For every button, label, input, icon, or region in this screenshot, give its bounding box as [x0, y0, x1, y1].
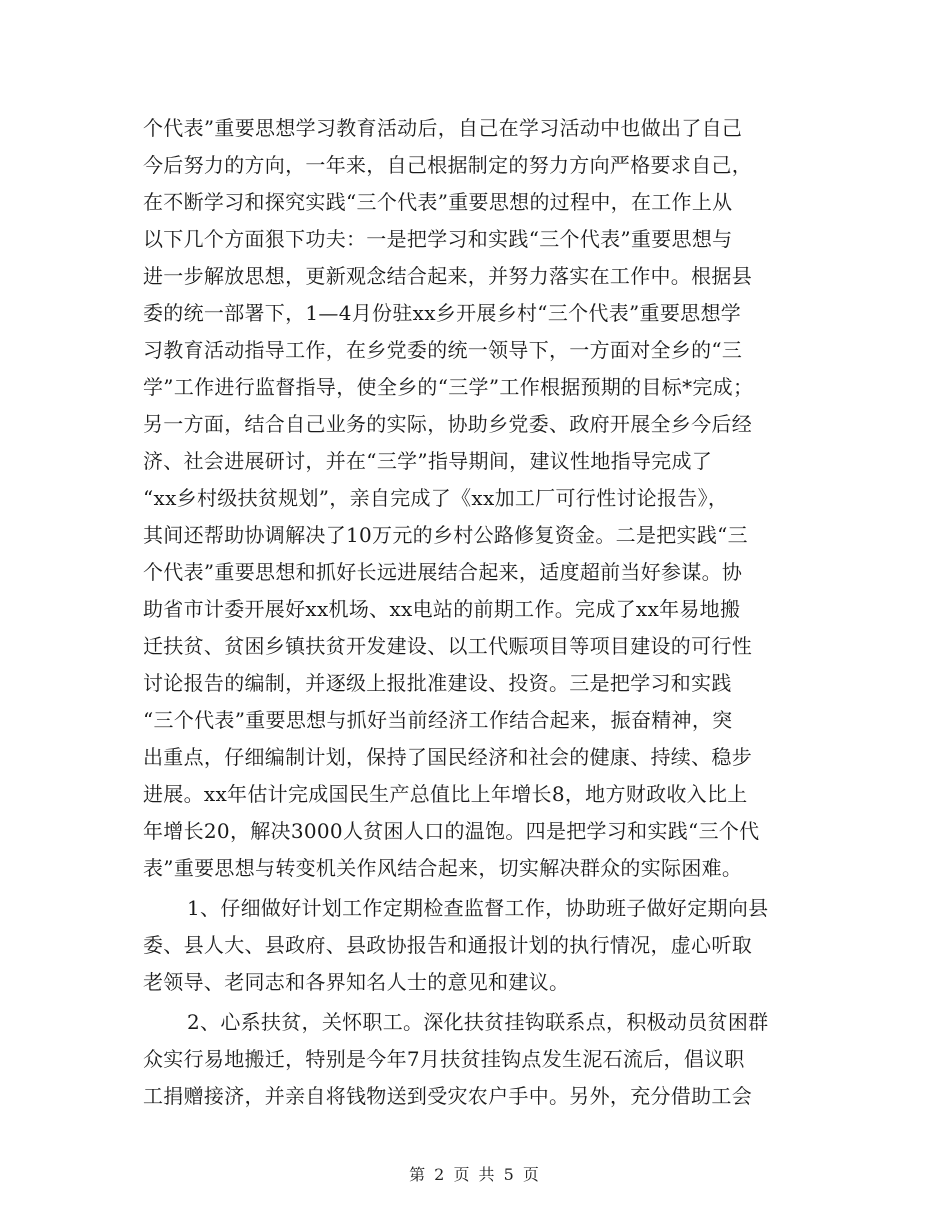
text-line: 另一方面，结合自己业务的实际，协助乡党委、政府开展全乡今后经 — [143, 412, 752, 436]
text-line: 助省市计委开展好xx机场、xx电站的前期工作。完成了xx年易地搬 — [143, 597, 741, 621]
text-line: 表”重要思想与转变机关作风结合起来，切实解决群众的实际困难。 — [143, 856, 743, 880]
text-line: “xx乡村级扶贫规划”，亲自完成了《xx加工厂可行性讨论报告》， — [143, 486, 729, 510]
text-line: 迁扶贫、贫困乡镇扶贫开发建设、以工代赈项目等项目建设的可行性 — [143, 634, 752, 658]
text-line: 其间还帮助协调解决了10万元的乡村公路修复资金。二是把实践“三 — [143, 523, 748, 547]
body-text — [143, 110, 823, 1115]
text-line: 年增长20，解决3000人贫困人口的温饱。四是把学习和实践“三个代 — [143, 819, 760, 843]
text-line: 委的统一部署下，1—4月份驻xx乡开展乡村“三个代表”重要思想学 — [143, 301, 742, 325]
text-line: 工捐赠接济，并亲自将钱物送到受灾农户手中。另外，充分借助工会 — [143, 1084, 752, 1108]
text-line: “三个代表”重要思想与抓好当前经济工作结合起来，振奋精神，突 — [143, 708, 733, 732]
text-line: 在不断学习和探究实践“三个代表”重要思想的过程中，在工作上从 — [143, 190, 733, 214]
text-line: 学”工作进行监督指导，使全乡的“三学”工作根据预期的目标*完成； — [143, 375, 754, 399]
text-line: 习教育活动指导工作，在乡党委的统一领导下，一方面对全乡的“三 — [143, 338, 743, 362]
text-line: 个代表”重要思想和抓好长远进展结合起来，适度超前当好参谋。协 — [143, 560, 743, 584]
text-line: 济、社会进展研讨，并在“三学”指导期间，建议性地指导完成了 — [143, 449, 713, 473]
paragraph-first-line: 1、仔细做好计划工作定期检查监督工作，协助班子做好定期向县 — [187, 896, 769, 920]
text-line: 众实行易地搬迁，特别是今年7月扶贫挂钩点发生泥石流后，倡议职 — [143, 1047, 745, 1071]
text-line: 老领导、老同志和各界知名人士的意见和建议。 — [143, 970, 570, 994]
text-line: 进一步解放思想，更新观念结合起来，并努力落实在工作中。根据县 — [143, 264, 752, 288]
paragraph-first-line: 2、心系扶贫，关怀职工。深化扶贫挂钩联系点，积极动员贫困群 — [187, 1010, 769, 1034]
text-line: 以下几个方面狠下功夫：一是把学习和实践“三个代表”重要思想与 — [143, 227, 733, 251]
page-number-footer: 第 2 页 共 5 页 — [409, 1165, 541, 1184]
text-line: 进展。xx年估计完成国民生产总值比上年增长8，地方财政收入比上 — [143, 782, 748, 806]
text-line: 讨论报告的编制，并逐级上报批准建设、投资。三是把学习和实践 — [143, 671, 732, 695]
text-line: 今后努力的方向，一年来，自己根据制定的努力方向严格要求自己， — [143, 153, 752, 177]
text-line: 个代表”重要思想学习教育活动后，自己在学习活动中也做出了自己 — [143, 116, 743, 140]
text-line: 委、县人大、县政府、县政协报告和通报计划的执行情况，虚心听取 — [143, 933, 752, 957]
text-line: 出重点，仔细编制计划，保持了国民经济和社会的健康、持续、稳步 — [143, 745, 752, 769]
